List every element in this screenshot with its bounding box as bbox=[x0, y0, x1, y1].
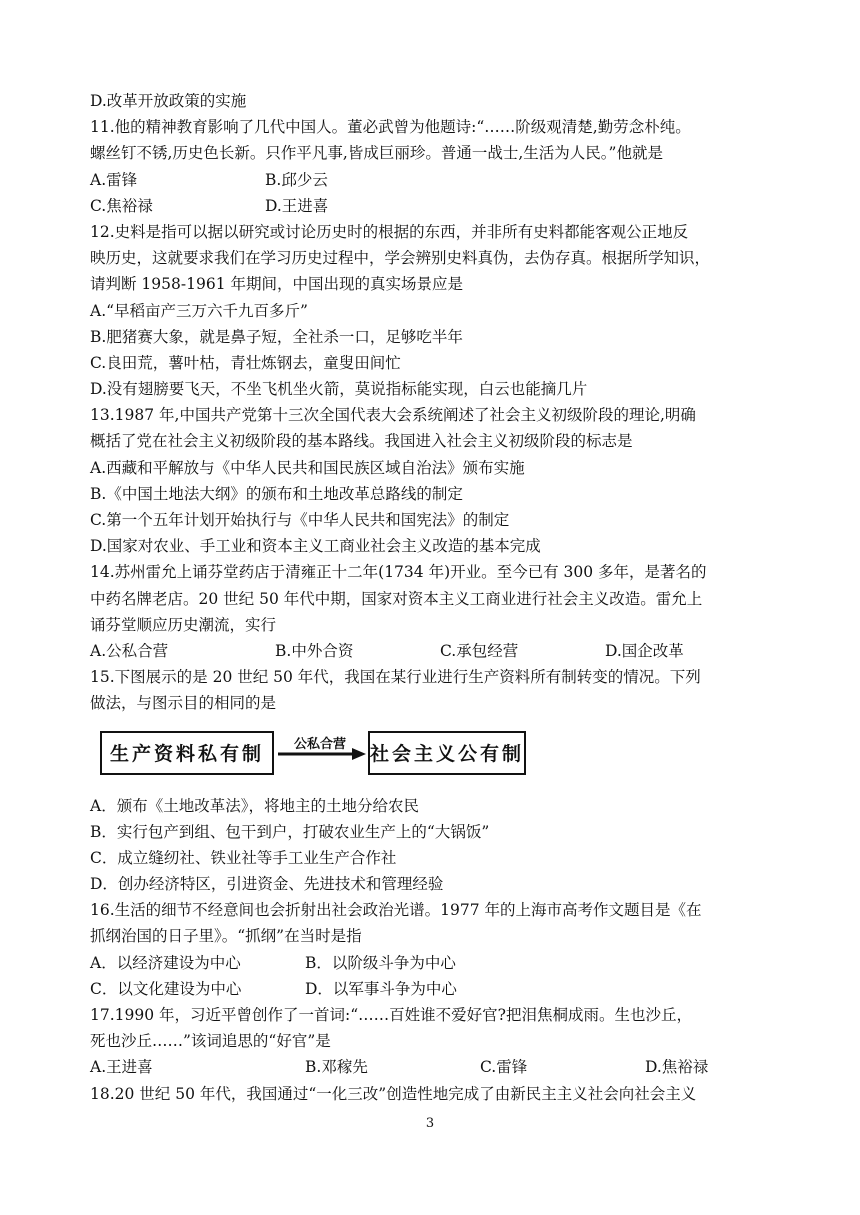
question-14-options bbox=[90, 638, 780, 664]
question-12-text: 请判断 1958-1961 年期间，中国出现的真实场景应是 bbox=[90, 275, 463, 294]
question-11-text: 11.他的精神教育影响了几代中国人。董必武曾为他题诗:“……阶级观清楚,勤劳念朴纯。 bbox=[90, 118, 691, 137]
question-17-text: 死也沙丘……”该词追思的“好官”是 bbox=[90, 1032, 331, 1051]
option-b: B.肥猪赛大象，就是鼻子短，全社杀一口，足够吃半年 bbox=[90, 327, 463, 346]
option-c: C.焦裕禄 bbox=[90, 196, 153, 215]
right-arrow-icon bbox=[276, 747, 368, 761]
option-b: B.邓稼先 bbox=[305, 1058, 368, 1077]
option-d: D.焦裕禄 bbox=[645, 1058, 709, 1077]
option-a: A.王进喜 bbox=[90, 1058, 153, 1077]
option-c: C.第一个五年计划开始执行与《中华人民共和国宪法》的制定 bbox=[90, 511, 510, 529]
option-b: B．实行包产到组、包干到户，打破农业生产上的“大锅饭” bbox=[90, 822, 490, 841]
question-17-text: 17.1990 年，习近平曾创作了一首词:“……百姓谁不爱好官?把泪焦桐成雨。生也沙丘， bbox=[90, 1006, 692, 1024]
document-page bbox=[90, 88, 780, 1107]
option-b: B.中外合资 bbox=[275, 641, 354, 660]
question-16-options bbox=[90, 950, 780, 976]
private-ownership-box: 生产资料私有制 bbox=[100, 731, 274, 775]
option-d: D．以军事斗争为中心 bbox=[305, 979, 457, 998]
option-c: C．以文化建设为中心 bbox=[90, 979, 242, 998]
question-12-text: 12.史料是指可以据以研究或讨论历史时的根据的东西，并非所有史料都能客观公正地反 bbox=[90, 222, 689, 241]
option-d: D.没有翅膀要飞天，不坐飞机坐火箭，莫说指标能实现，白云也能摘几片 bbox=[90, 380, 588, 399]
question-16-text: 16.生活的细节不经意间也会折射出社会政治光谱。1977 年的上海市高考作文题目是《在 bbox=[90, 901, 702, 920]
option-b: B.《中国土地法大纲》的颁布和土地改革总路线的制定 bbox=[90, 484, 463, 503]
option-a: A．以经济建设为中心 bbox=[90, 953, 241, 972]
option-d: D.国企改革 bbox=[605, 641, 684, 660]
question-16-options bbox=[90, 976, 780, 1002]
page-number: 3 bbox=[425, 1116, 435, 1131]
option-d: D.国家对农业、手工业和资本主义工商业社会主义改造的基本完成 bbox=[90, 537, 541, 556]
option-a: A.公私合营 bbox=[90, 641, 169, 660]
question-13-text: 13.1987 年,中国共产党第十三次全国代表大会系统阐述了社会主义初级阶段的理论,明确 bbox=[90, 406, 696, 425]
question-12-text: 映历史，这就要求我们在学习历史过程中，学会辨别史料真伪，去伪存真。根据所学知识， bbox=[90, 249, 711, 268]
option-c: C．成立缝纫社、铁业社等手工业生产合作社 bbox=[90, 848, 397, 867]
option-c: C.承包经营 bbox=[440, 641, 519, 660]
option-a: A.“早稻亩产三万六千九百多斤” bbox=[90, 301, 308, 320]
option-a: A．颁布《土地改革法》，将地主的土地分给农民 bbox=[90, 796, 419, 815]
question-14-text: 诵芬堂顺应历史潮流，实行 bbox=[90, 615, 277, 634]
option-line: D.改革开放政策的实施 bbox=[90, 92, 247, 110]
question-14-text: 14.苏州雷允上诵芬堂药店于清雍正十二年(1734 年)开业。至今已有 300 多年，是著名的 bbox=[90, 563, 707, 582]
question-11-options bbox=[90, 167, 780, 193]
option-b: B.邱少云 bbox=[265, 170, 328, 189]
question-11-options bbox=[90, 193, 780, 219]
question-15-text: 15.下图展示的是 20 世纪 50 年代，我国在某行业进行生产资料所有制转变的情况。下列 bbox=[90, 668, 701, 687]
question-16-text: 抓纲治国的日子里》。“抓纲”在当时是指 bbox=[90, 927, 362, 946]
option-c: C.良田荒，薯叶枯，青壮炼钢去，童叟田间忙 bbox=[90, 353, 401, 372]
question-15-text: 做法，与图示目的相同的是 bbox=[90, 694, 277, 713]
arrow-label: 公私合营 bbox=[293, 736, 346, 752]
option-a: A.西藏和平解放与《中华人民共和国民族区域自治法》颁布实施 bbox=[90, 458, 525, 477]
question-14-text: 中药名牌老店。20 世纪 50 年代中期，国家对资本主义工商业进行社会主义改造。雷允上 bbox=[90, 589, 703, 608]
option-c: C.雷锋 bbox=[480, 1058, 528, 1077]
option-b: B．以阶级斗争为中心 bbox=[305, 953, 456, 972]
option-d: D．创办经济特区，引进资金、先进技术和管理经验 bbox=[90, 875, 444, 894]
ownership-diagram bbox=[90, 717, 780, 793]
question-18-text: 18.20 世纪 50 年代，我国通过“一化三改”创造性地完成了由新民主主义社会向社会主义 bbox=[90, 1084, 697, 1103]
question-13-text: 概括了党在社会主义初级阶段的基本路线。我国进入社会主义初级阶段的标志是 bbox=[90, 432, 633, 451]
question-17-options bbox=[90, 1054, 780, 1080]
question-11-text: 螺丝钉不锈,历史色长新。只作平凡事,皆成巨丽珍。普通一战士,生活为人民。”他就是 bbox=[90, 144, 663, 163]
option-d: D.王进喜 bbox=[265, 196, 329, 215]
public-ownership-box: 社会主义公有制 bbox=[368, 731, 526, 775]
option-a: A.雷锋 bbox=[90, 170, 138, 189]
